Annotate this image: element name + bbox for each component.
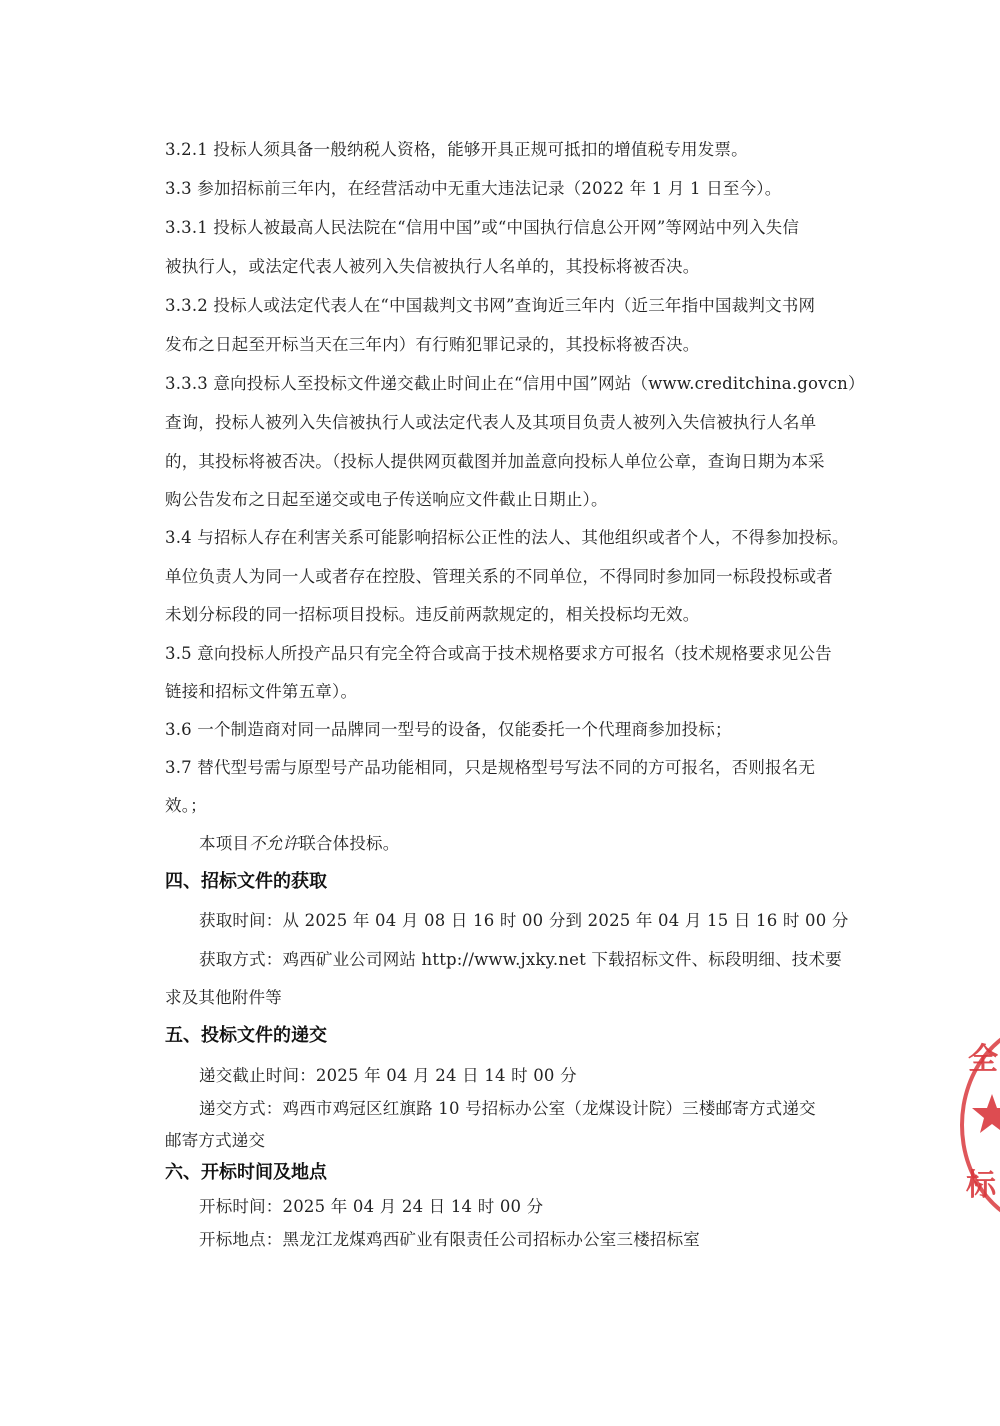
star-icon: [970, 1092, 1000, 1136]
section-5-deadline: 递交截止时间：2025 年 04 月 24 日 14 时 00 分: [199, 1066, 577, 1085]
paragraph-3-6: 3.6 一个制造商对同一品牌同一型号的设备，仅能委托一个代理商参加投标；: [165, 720, 732, 739]
section-5-method-line-2: 邮寄方式递交: [165, 1131, 266, 1150]
section-5-title: 五、投标文件的递交: [165, 1025, 327, 1046]
paragraph-3-7-line-1: 3.7 替代型号需与原型号产品功能相同，只是规格型号写法不同的方可报名，否则报名无: [165, 758, 816, 777]
section-6-time: 开标时间：2025 年 04 月 24 日 14 时 00 分: [199, 1197, 544, 1216]
consortium-prefix: 本项目: [199, 834, 250, 853]
paragraph-3-2-1: 3.2.1 投标人须具备一般纳税人资格，能够开具正规可抵扣的增值税专用发票。: [165, 140, 748, 159]
company-seal-stamp: [960, 1020, 1000, 1230]
consortium-statement: [199, 833, 399, 855]
section-6-title: 六、开标时间及地点: [165, 1162, 327, 1183]
paragraph-3-3-1-line-2: 被执行人，或法定代表人被列入失信被执行人名单的，其投标将被否决。: [165, 257, 700, 276]
consortium-not-allowed: 不允许: [249, 834, 300, 853]
section-4-title: 四、招标文件的获取: [165, 871, 327, 892]
paragraph-3-3-3-line-3: 的，其投标将被否决。（投标人提供网页截图并加盖意向投标人单位公章，查询日期为本采: [165, 452, 825, 471]
paragraph-3-5-line-2: 链接和招标文件第五章）。: [165, 682, 358, 701]
paragraph-3-3-3-line-4: 购公告发布之日起至递交或电子传送响应文件截止日期止）。: [165, 490, 608, 509]
paragraph-3-5-line-1: 3.5 意向投标人所投产品只有完全符合或高于技术规格要求方可报名（技术规格要求见公告: [165, 644, 832, 663]
section-6-place: 开标地点：黑龙江龙煤鸡西矿业有限责任公司招标办公室三楼招标室: [199, 1230, 700, 1249]
stamp-char-top: 全: [968, 1042, 998, 1077]
consortium-suffix: 联合体投标。: [299, 834, 400, 853]
paragraph-3-3-3-line-1: 3.3.3 意向投标人至投标文件递交截止时间止在“信用中国”网站（www.creditchina.govcn）: [165, 374, 865, 393]
section-4-method-line-2: 求及其他附件等: [165, 988, 282, 1007]
paragraph-3-3-2-line-2: 发布之日起至开标当天在三年内）有行贿犯罪记录的，其投标将被否决。: [165, 335, 700, 354]
section-4-method-line-1: 获取方式：鸡西矿业公司网站 http://www.jxky.net 下载招标文件、标段明细、技术要: [199, 950, 842, 969]
paragraph-3-4-line-2: 单位负责人为同一人或者存在控股、管理关系的不同单位，不得同时参加同一标段投标或者: [165, 567, 833, 586]
paragraph-3-3: 3.3 参加招标前三年内，在经营活动中无重大违法记录（2022 年 1 月 1 日至今）。: [165, 179, 782, 198]
paragraph-3-7-line-2: 效。；: [165, 796, 207, 815]
paragraph-3-3-1-line-1: 3.3.1 投标人被最高人民法院在“信用中国”或“中国执行信息公开网”等网站中列入失信: [165, 218, 800, 237]
paragraph-3-4-line-1: 3.4 与招标人存在利害关系可能影响招标公正性的法人、其他组织或者个人，不得参加投标。: [165, 528, 849, 547]
paragraph-3-3-2-line-1: 3.3.2 投标人或法定代表人在“中国裁判文书网”查询近三年内（近三年指中国裁判文书网: [165, 296, 816, 315]
section-5-method-line-1: 递交方式：鸡西市鸡冠区红旗路 10 号招标办公室（龙煤设计院）三楼邮寄方式递交: [199, 1099, 816, 1118]
stamp-char-bottom: 标: [966, 1168, 996, 1203]
paragraph-3-4-line-3: 未划分标段的同一招标项目投标。违反前两款规定的，相关投标均无效。: [165, 605, 700, 624]
section-4-time: 获取时间：从 2025 年 04 月 08 日 16 时 00 分到 2025 年 04 月 15 日 16 时 00 分: [199, 911, 849, 930]
paragraph-3-3-3-line-2: 查询，投标人被列入失信被执行人或法定代表人及其项目负责人被列入失信被执行人名单: [165, 413, 817, 432]
